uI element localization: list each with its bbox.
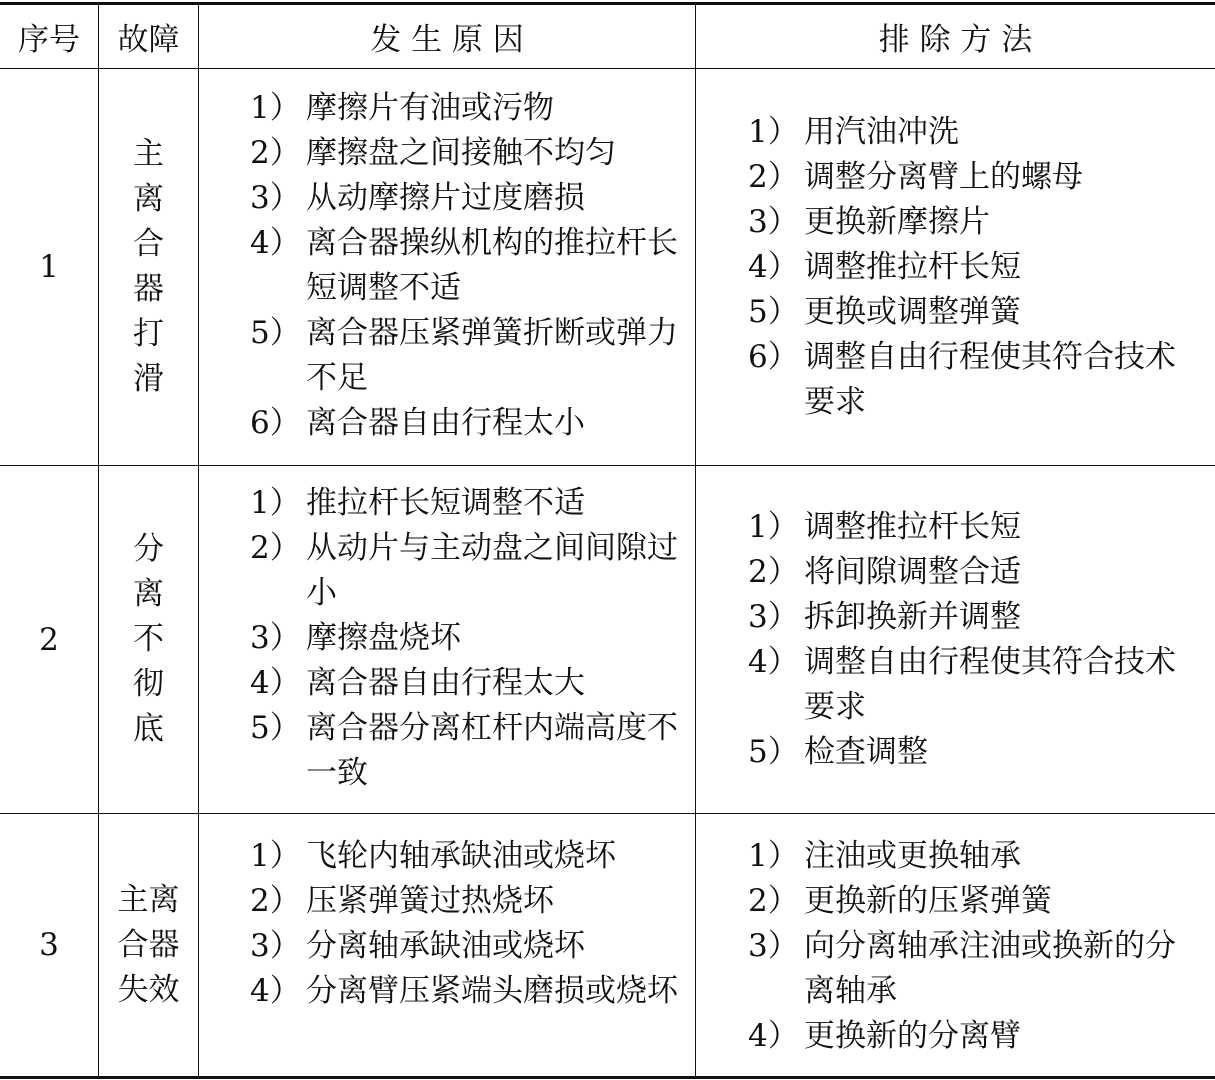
item-number: 4）	[250, 665, 301, 701]
item-number: 3）	[250, 928, 301, 964]
header-fix: 排 除 方 法	[878, 22, 1033, 58]
item-number: 5）	[748, 734, 799, 770]
item-text: 压紧弹簧过热烧坏	[306, 883, 554, 919]
item-number: 1）	[748, 838, 799, 874]
row-3-no: 3	[39, 927, 59, 963]
cause-item	[250, 706, 680, 796]
item-number: 1）	[748, 114, 799, 150]
row-2-causes	[250, 481, 680, 796]
cause-item	[250, 526, 680, 616]
item-text: 拆卸换新并调整	[804, 599, 1021, 635]
cause-item	[250, 131, 680, 176]
item-text: 调整推拉杆长短	[804, 249, 1021, 285]
item-number: 1）	[250, 485, 301, 521]
cause-item	[250, 616, 680, 661]
col-rule-2	[198, 4, 199, 1077]
cause-item	[250, 969, 678, 1014]
item-text: 调整自由行程使其符合技术要求	[804, 339, 1176, 420]
row-1-fault: 主 离 合 器 打 滑	[133, 136, 164, 397]
item-text: 分离轴承缺油或烧坏	[306, 928, 585, 964]
item-number: 2）	[748, 159, 799, 195]
item-text: 飞轮内轴承缺油或烧坏	[306, 838, 616, 874]
item-number: 5）	[250, 315, 301, 351]
cause-item	[250, 311, 680, 401]
fix-item	[748, 924, 1196, 1014]
cause-item	[250, 661, 680, 706]
item-number: 3）	[748, 599, 799, 635]
item-number: 2）	[748, 883, 799, 919]
fix-item	[748, 335, 1196, 425]
item-number: 5）	[748, 294, 799, 330]
item-number: 6）	[748, 339, 799, 375]
row-3-fixes	[748, 834, 1196, 1059]
item-number: 3）	[748, 204, 799, 240]
fix-item	[748, 505, 1196, 550]
item-number: 1）	[748, 509, 799, 545]
item-number: 2）	[250, 883, 301, 919]
item-number: 2）	[250, 135, 301, 171]
header-no: 序号	[18, 22, 80, 58]
item-text: 离合器自由行程太小	[306, 405, 585, 441]
fix-item	[748, 290, 1196, 335]
item-number: 2）	[250, 530, 301, 566]
item-text: 更换新摩擦片	[804, 204, 990, 240]
item-number: 1）	[250, 90, 301, 126]
item-number: 3）	[250, 620, 301, 656]
item-text: 离合器自由行程太大	[306, 665, 585, 701]
item-number: 4）	[250, 973, 301, 1009]
table-bottom-rule	[0, 1076, 1215, 1079]
cause-item	[250, 401, 680, 446]
item-text: 注油或更换轴承	[804, 838, 1021, 874]
item-number: 4）	[748, 644, 799, 680]
item-text: 离合器分离杠杆内端高度不一致	[306, 710, 678, 791]
cause-item	[250, 176, 680, 221]
item-text: 向分离轴承注油或换新的分离轴承	[804, 928, 1176, 1009]
item-number: 2）	[748, 554, 799, 590]
row-1-fixes	[748, 110, 1196, 425]
col-rule-3	[695, 4, 696, 1077]
fix-item	[748, 595, 1196, 640]
fix-item	[748, 1014, 1196, 1059]
fix-item	[748, 155, 1196, 200]
item-text: 调整自由行程使其符合技术要求	[804, 644, 1176, 725]
fix-item	[748, 834, 1196, 879]
row-1-causes	[250, 86, 680, 446]
item-text: 离合器压紧弹簧折断或弹力不足	[306, 315, 678, 396]
row-3-causes	[250, 834, 680, 1014]
row-1-no: 1	[39, 249, 59, 285]
item-number: 4）	[250, 225, 301, 261]
row-2-fault: 分 离 不 彻 底	[133, 531, 164, 747]
fix-item	[748, 110, 1196, 155]
item-text: 摩擦片有油或污物	[306, 90, 554, 126]
item-text: 检查调整	[804, 734, 928, 770]
item-text: 更换新的分离臂	[804, 1018, 1021, 1054]
fix-item	[748, 640, 1196, 730]
item-number: 3）	[748, 928, 799, 964]
item-text: 摩擦盘之间接触不均匀	[306, 135, 616, 171]
item-text: 调整推拉杆长短	[804, 509, 1021, 545]
cause-item	[250, 86, 680, 131]
item-text: 摩擦盘烧坏	[306, 620, 461, 656]
item-text: 从动片与主动盘之间间隙过小	[306, 530, 678, 611]
item-text: 更换或调整弹簧	[804, 294, 1021, 330]
item-text: 从动摩擦片过度磨损	[306, 180, 585, 216]
item-text: 用汽油冲洗	[804, 114, 959, 150]
cause-item	[250, 481, 680, 526]
cause-item	[250, 924, 678, 969]
fix-item	[748, 200, 1196, 245]
fix-item	[748, 879, 1196, 924]
item-number: 3）	[250, 180, 301, 216]
item-number: 1）	[250, 838, 301, 874]
item-number: 4）	[748, 249, 799, 285]
item-number: 5）	[250, 710, 301, 746]
item-text: 分离臂压紧端头磨损或烧坏	[306, 973, 678, 1009]
header-fault: 故障	[117, 22, 180, 58]
row-2-fixes	[748, 505, 1196, 775]
item-text: 调整分离臂上的螺母	[804, 159, 1083, 195]
row-3-fault: 主离 合器 失效	[117, 881, 180, 1008]
cause-item	[250, 879, 678, 924]
item-text: 更换新的压紧弹簧	[804, 883, 1052, 919]
item-text: 离合器操纵机构的推拉杆长短调整不适	[306, 225, 678, 306]
fix-item	[748, 245, 1196, 290]
header-cause: 发 生 原 因	[370, 22, 524, 58]
cause-item	[250, 834, 678, 879]
fix-item	[748, 730, 1196, 775]
item-text: 推拉杆长短调整不适	[306, 485, 585, 521]
item-text: 将间隙调整合适	[804, 554, 1021, 590]
cause-item	[250, 221, 680, 311]
fix-item	[748, 550, 1196, 595]
row-2-no: 2	[39, 621, 59, 658]
item-number: 4）	[748, 1018, 799, 1054]
item-number: 6）	[250, 405, 301, 441]
